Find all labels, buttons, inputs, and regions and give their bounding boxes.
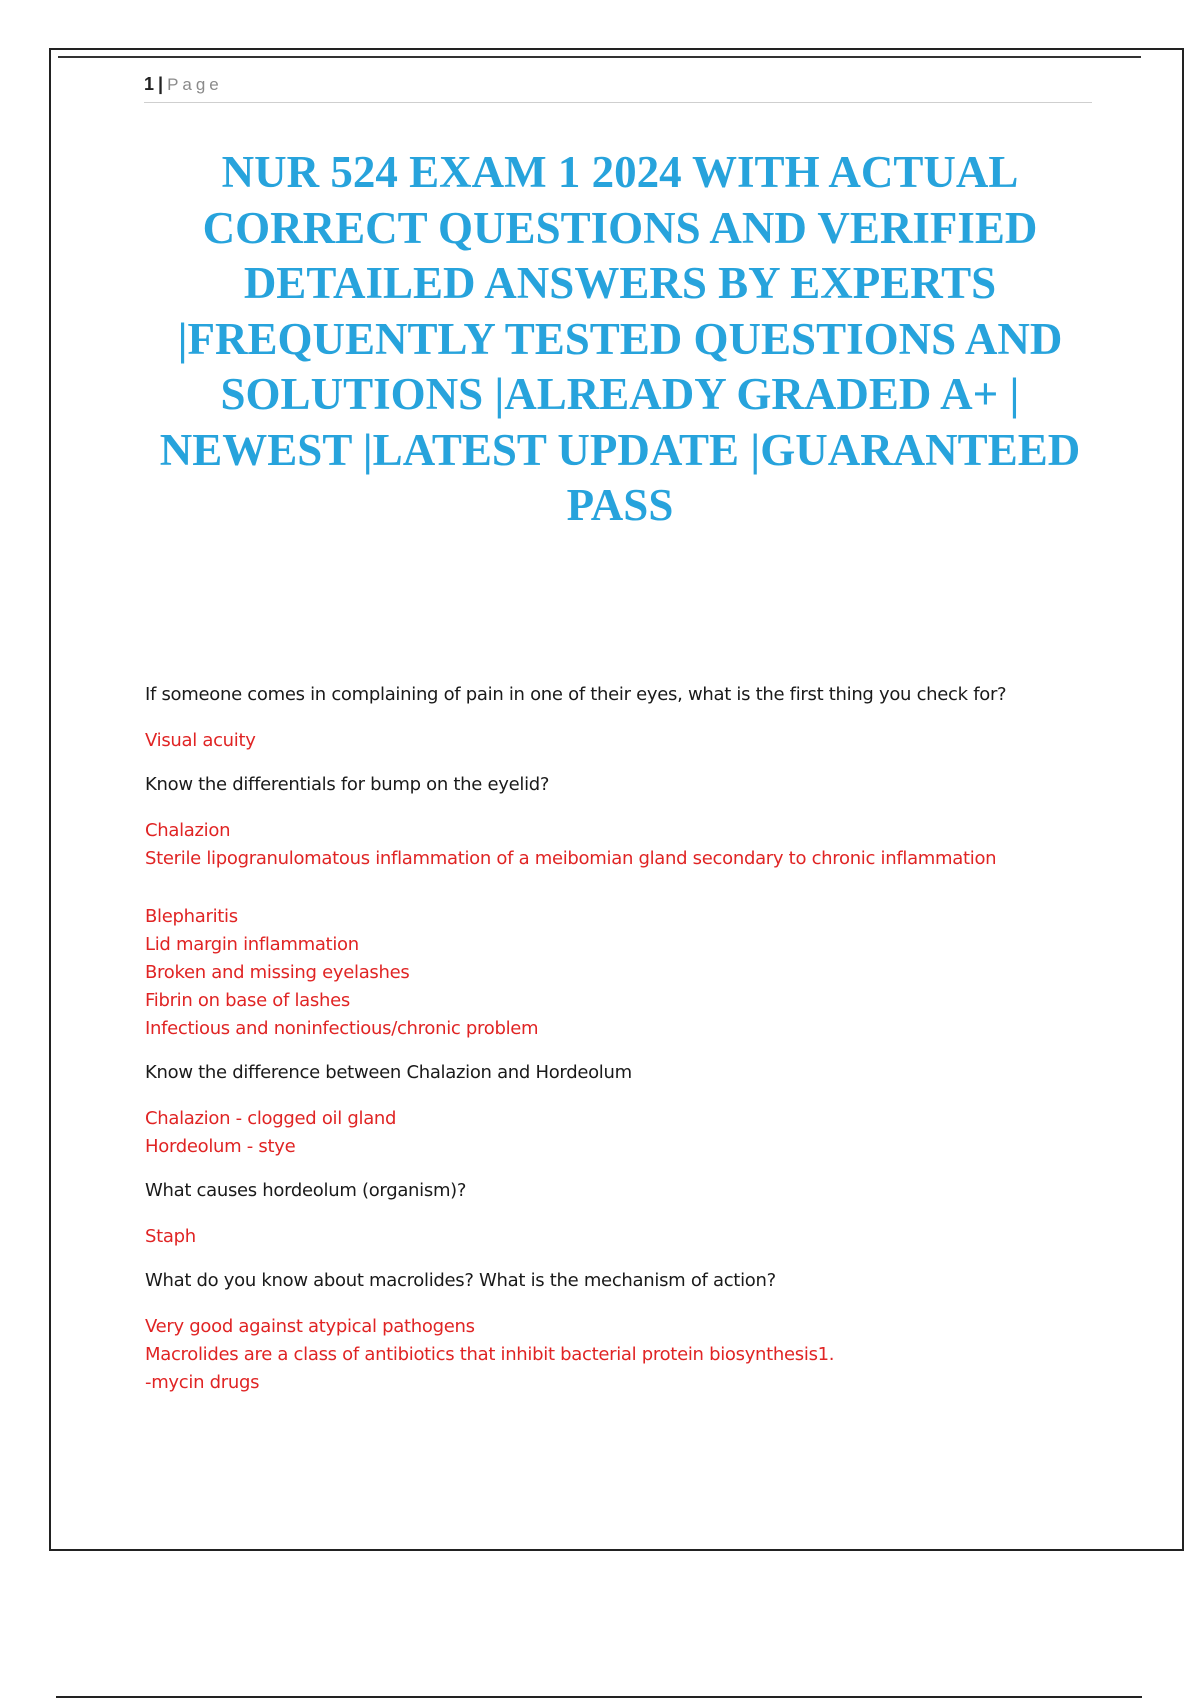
- question-1: If someone comes in complaining of pain in one of their eyes, what is the first thing you check for?: [145, 684, 1007, 705]
- answer-line: Staph: [145, 1226, 196, 1247]
- top-rule: [58, 56, 1141, 58]
- answer-line: Lid margin inflammation: [145, 934, 359, 955]
- answer-line: Chalazion: [145, 820, 231, 841]
- question-4: What causes hordeolum (organism)?: [145, 1180, 467, 1201]
- answer-line: Macrolides are a class of antibiotics that inhibit bacterial protein biosynthesis1.: [145, 1344, 835, 1365]
- page-header: [144, 74, 1092, 103]
- answer-line: Visual acuity: [145, 730, 256, 751]
- question-5: What do you know about macrolides? What is the mechanism of action?: [145, 1270, 776, 1291]
- question-2: Know the differentials for bump on the eyelid?: [145, 774, 550, 795]
- answer-line: Fibrin on base of lashes: [145, 990, 350, 1011]
- answer-line: -mycin drugs: [145, 1372, 260, 1393]
- answer-line: Infectious and noninfectious/chronic problem: [145, 1018, 539, 1039]
- question-3: Know the difference between Chalazion and Hordeolum: [145, 1062, 632, 1083]
- answer-line: Sterile lipogranulomatous inflammation of a meibomian gland secondary to chronic inflammation: [145, 848, 997, 869]
- answer-gap: [145, 873, 1095, 903]
- answer-line: Hordeolum - stye: [145, 1136, 296, 1157]
- answer-4: [145, 1223, 1095, 1251]
- answer-1: [145, 727, 1095, 755]
- answer-line: Very good against atypical pathogens: [145, 1316, 475, 1337]
- page-label: Page: [167, 75, 223, 94]
- qa-content: [145, 682, 1095, 1414]
- answer-3: [145, 1105, 1095, 1161]
- answer-line: Blepharitis: [145, 906, 238, 927]
- answer-line: Broken and missing eyelashes: [145, 962, 410, 983]
- page-separator: |: [158, 74, 164, 94]
- answer-5: [145, 1313, 1095, 1397]
- answer-2: [145, 817, 1095, 1043]
- answer-line: Chalazion - clogged oil gland: [145, 1108, 397, 1129]
- document-title: NUR 524 EXAM 1 2024 WITH ACTUAL CORRECT QUESTIONS AND VERIFIED DETAILED ANSWERS BY EXPERTS |FREQUENTLY TESTED QUESTIONS AND SOLUTIONS |ALREADY GRADED A+ | NEWEST |LATEST UPDATE |GUARANTEED PASS: [159, 147, 1081, 530]
- page-number: 1: [144, 74, 155, 94]
- bottom-rule: [56, 1696, 1142, 1698]
